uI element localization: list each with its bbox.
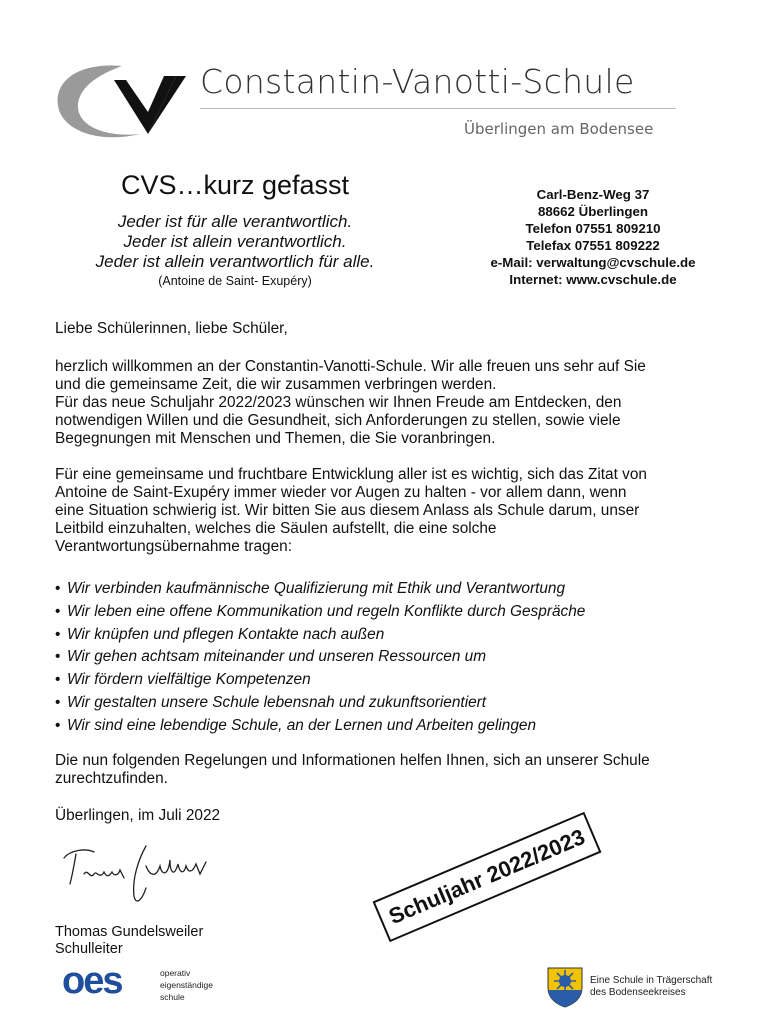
text-line: und die gemeinsame Zeit, die wir zusammen verbringen werden. — [55, 376, 497, 393]
oes-logo-icon — [62, 964, 158, 998]
text-line: herzlich willkommen an der Constantin-Vanotti-Schule. Wir alle freuen uns sehr auf Sie — [55, 358, 646, 375]
list-item — [55, 580, 585, 603]
oes-line: schule — [160, 992, 185, 1002]
list-item-text: Wir leben eine offene Kommunikation und regeln Konflikte durch Gespräche — [67, 602, 586, 620]
text-line: Für eine gemeinsame und fruchtbare Entwicklung aller ist es wichtig, sich das Zitat von — [55, 466, 647, 483]
contact-block — [462, 186, 724, 288]
carrier-line: Eine Schule in Trägerschaft — [590, 975, 713, 986]
text-line: Leitbild einzuhalten, welches die Säulen aufstellt, die eine solche — [55, 520, 497, 537]
text-line: Für das neue Schuljahr 2022/2023 wünschen wir Ihnen Freude am Entdecken, den — [55, 394, 622, 411]
contact-street: Carl-Benz-Weg 37 — [536, 187, 650, 202]
place-date: Überlingen, im Juli 2022 — [55, 807, 221, 824]
signature-icon — [60, 836, 220, 911]
bullet-icon: • — [55, 716, 61, 734]
bullet-icon: • — [55, 625, 61, 643]
school-year-stamp: Schuljahr 2022/2023 — [373, 812, 602, 942]
county-crest-icon — [546, 966, 584, 1008]
paragraph-closing — [55, 752, 725, 788]
greeting: Liebe Schülerinnen, liebe Schüler, — [55, 320, 288, 337]
carrier-line: des Bodenseekreises — [590, 987, 686, 998]
text-line: Die nun folgenden Regelungen und Informationen helfen Ihnen, sich an unserer Schule — [55, 752, 650, 769]
school-name: Constantin-Vanotti-Schule — [200, 62, 635, 101]
bullet-icon: • — [55, 602, 61, 620]
bullet-icon: • — [55, 580, 61, 597]
text-line: Antoine de Saint-Exupéry immer wieder vor Augen zu halten - vor allem dann, wenn — [55, 484, 627, 501]
paragraph-welcome — [55, 358, 725, 448]
bullet-icon: • — [55, 671, 61, 689]
contact-internet[interactable]: Internet: www.cvschule.de — [509, 272, 677, 287]
oes-caption — [160, 967, 213, 1003]
contact-city: 88662 Überlingen — [537, 204, 649, 219]
oes-line: eigenständige — [160, 980, 213, 990]
bullet-icon: • — [55, 648, 61, 666]
carrier-note — [590, 975, 712, 999]
quote-line: Jeder ist für alle verantwortlich. — [117, 212, 353, 231]
quote-line: Jeder ist allein verantwortlich. — [123, 232, 347, 251]
contact-fax: Telefax 07551 809222 — [526, 238, 660, 253]
bullet-icon: • — [55, 693, 61, 711]
list-item-text: Wir knüpfen und pflegen Kontakte nach außen — [67, 625, 385, 643]
text-line: eine Situation schwierig ist. Wir bitten Sie aus diesem Anlass als Schule darum, unser — [55, 502, 640, 519]
list-item — [55, 717, 585, 740]
quote-block — [0, 212, 470, 290]
list-item-text: Wir gestalten unsere Schule lebensnah und zukunftsorientiert — [67, 693, 487, 711]
list-item-text: Wir sind eine lebendige Schule, an der Lernen und Arbeiten gelingen — [67, 716, 537, 734]
list-item — [55, 603, 585, 626]
school-location: Überlingen am Bodensee — [464, 120, 654, 138]
paragraph-development — [55, 466, 725, 556]
list-item — [55, 626, 585, 649]
text-line: Verantwortungsübernahme tragen: — [55, 538, 292, 555]
list-item — [55, 648, 585, 671]
guiding-principles-list — [55, 580, 585, 740]
contact-phone: Telefon 07551 809210 — [525, 221, 661, 236]
signer-block — [55, 924, 203, 958]
header-divider — [200, 108, 676, 109]
list-item-text: Wir verbinden kaufmännische Qualifizierung mit Ethik und Verantwortung — [67, 580, 566, 597]
signer-role: Schulleiter — [55, 941, 123, 957]
list-item — [55, 671, 585, 694]
oes-logo-text: oes — [62, 964, 122, 998]
text-line: Begegnungen mit Menschen und Themen, die Sie voranbringen. — [55, 430, 496, 447]
text-line: zurechtzufinden. — [55, 770, 168, 787]
quote-line: Jeder ist allein verantwortlich für alle. — [95, 252, 375, 271]
quote-author: (Antoine de Saint- Exupéry) — [158, 274, 312, 288]
list-item-text: Wir fördern vielfältige Kompetenzen — [67, 671, 311, 689]
text-line: notwendigen Willen und die Gesundheit, sich Anforderungen zu stellen, sowie viele — [55, 412, 621, 429]
oes-line: operativ — [160, 968, 191, 978]
contact-email[interactable]: e-Mail: verwaltung@cvschule.de — [490, 255, 696, 270]
school-logo-icon — [52, 58, 192, 148]
list-item — [55, 694, 585, 717]
page-title: CVS…kurz gefasst — [120, 170, 350, 200]
list-item-text: Wir gehen achtsam miteinander und unseren Ressourcen um — [67, 648, 487, 666]
signer-name: Thomas Gundelsweiler — [55, 924, 204, 940]
